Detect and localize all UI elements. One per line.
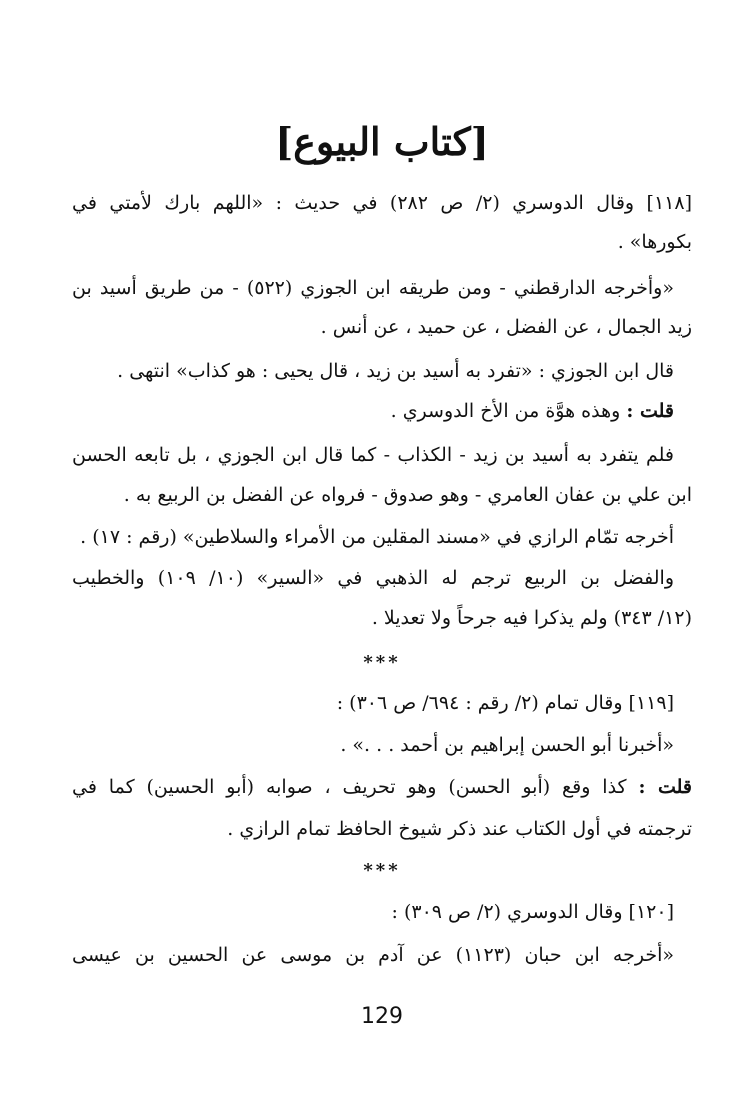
page-number: 129 bbox=[361, 1004, 403, 1029]
text-line-6-body: وهذه هوَّة من الأخ الدوسري . bbox=[390, 400, 621, 422]
qult-label: قلت : bbox=[638, 776, 692, 798]
text-line-4: زيد الجمال ، عن الفضل ، عن حميد ، عن أنس . bbox=[320, 316, 692, 338]
text-line-3: «وأخرجه الدارقطني - ومن طريقه ابن الجوزي (٥٢٢) - من طريق أسيد بن bbox=[72, 277, 674, 299]
text-line-12: [١١٩] وقال تمام (٢/ رقم : ٦٩٤/ ص ٣٠٦) : bbox=[336, 692, 674, 714]
qult-label: قلت : bbox=[626, 400, 674, 422]
document-page bbox=[72, 0, 692, 1104]
text-line-8: ابن علي بن عفان العامري - وهو صدوق - فرواه عن الفضل بن الربيع به . bbox=[123, 484, 692, 506]
text-line-14-body: كذا وقع (أبو الحسن) وهو تحريف ، صوابه (أبو الحسين) كما في bbox=[72, 776, 627, 798]
section-separator-1: *** bbox=[363, 652, 401, 673]
text-line-16: [١٢٠] وقال الدوسري (٢/ ص ٣٠٩) : bbox=[391, 901, 674, 923]
text-line-14 bbox=[72, 772, 692, 802]
text-line-1: [١١٨] وقال الدوسري (٢/ ص ٢٨٢) في حديث : «اللهم بارك لأمتي في bbox=[72, 192, 692, 214]
text-line-5: قال ابن الجوزي : «تفرد به أسيد بن زيد ، قال يحيى : هو كذاب» انتهى . bbox=[117, 360, 674, 382]
section-separator-2: *** bbox=[363, 860, 401, 881]
text-line-11: (١٢/ ٣٤٣) ولم يذكرا فيه جرحاً ولا تعديلا . bbox=[371, 607, 692, 629]
text-line-2: بكورها» . bbox=[617, 231, 692, 253]
text-line-13: «أخبرنا أبو الحسن إبراهيم بن أحمد . . .» . bbox=[340, 734, 674, 756]
text-line-15: ترجمته في أول الكتاب عند ذكر شيوخ الحافظ تمام الرازي . bbox=[227, 818, 692, 840]
text-line-17: «أخرجه ابن حبان (١١٢٣) عن آدم بن موسى عن الحسين بن عيسى bbox=[72, 944, 674, 966]
text-line-6 bbox=[72, 396, 674, 426]
text-line-9: أخرجه تمّام الرازي في «مسند المقلين من الأمراء والسلاطين» (رقم : ١٧) . bbox=[80, 526, 674, 548]
text-line-7: فلم يتفرد به أسيد بن زيد - الكذاب - كما قال ابن الجوزي ، بل تابعه الحسن bbox=[72, 444, 674, 466]
text-line-10: والفضل بن الربيع ترجم له الذهبي في «السير» (١٠/ ١٠٩) والخطيب bbox=[72, 567, 674, 589]
page-title: [كتاب البيوع] bbox=[275, 119, 489, 164]
